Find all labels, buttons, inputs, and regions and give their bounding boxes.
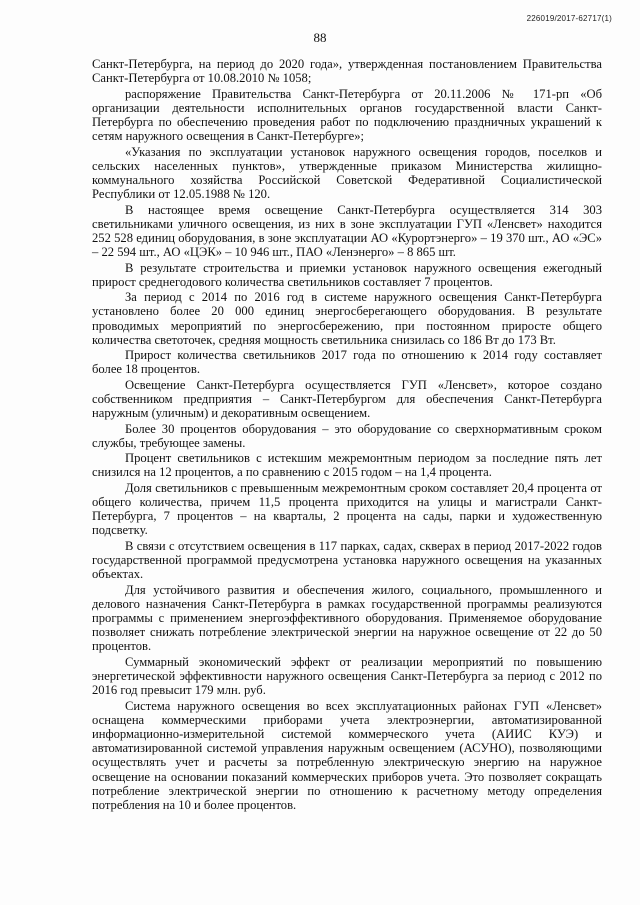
- paragraph-growth-2017: Прирост количества светильников 2017 года по отношению к 2014 году составляет более 18 процентов.: [92, 348, 602, 377]
- paragraph-parks: В связи с отсутствием освещения в 117 парках, садах, скверах в период 2017-2022 годов государственной программой предусмотрена установка наружного освещения на указанных объектах.: [92, 538, 602, 582]
- document-body: [92, 57, 602, 813]
- page-number: 88: [313, 30, 327, 45]
- paragraph-lensvet: Освещение Санкт-Петербурга осуществляется ГУП «Ленсвет», которое создано собственником предприятия – Санкт-Петербургом для обеспечения Санкт-Петербурга наружным (уличным) и декоративным освещением.: [92, 377, 602, 421]
- paragraph-annual-growth: В результате строительства и приемки установок наружного освещения ежегодный прирост среднегодового количества светильников составляет 7 процентов.: [92, 260, 602, 289]
- paragraph-economic-effect: Суммарный экономический эффект от реализации мероприятий по повышению энергетической эффективности наружного освещения Санкт-Петербурга за период с 2012 по 2016 год превысит 179 млн. руб.: [92, 654, 602, 698]
- paragraph-repair-period: Процент светильников с истекшим межремонтным периодом за последние пять лет снизился на 12 процентов, а по сравнению с 2015 годом – на 1,4 процента.: [92, 451, 602, 480]
- paragraph-outdated-equipment: Более 30 процентов оборудования – это оборудование со сверхнормативным сроком службы, требующее замены.: [92, 421, 602, 450]
- paragraph-luminaires-count: В настоящее время освещение Санкт-Петербурга осуществляется 314 303 светильниками уличного освещения, из них в зоне эксплуатации ГУП «Ленсвет» находится 252 528 единиц оборудования, в зоне эксплуатации АО «Курортэнерго» – 19 370 шт., АО «ЭС» – 22 594 шт., АО «ЦЭК» – 10 946 шт., ПАО «Ленэнерго» – 8 865 шт.: [92, 202, 602, 260]
- paragraph-energy-saving: За период с 2014 по 2016 год в системе наружного освещения Санкт-Петербурга установлено более 20 000 единиц энергосберегающего оборудования. В результате проводимых мероприятий по энергосбережению, при постоянном приросте общего количества светоточек, средняя мощность светильника снизилась со 186 Вт до 173 Вт.: [92, 290, 602, 347]
- paragraph-metering-system: Система наружного освещения во всех эксплуатационных районах ГУП «Ленсвет» оснащена коммерческими приборами учета электроэнергии, автоматизированной информационно-измерительной системой коммерческого учета (АИИС КУЭ) и автоматизированной системой управления наружным освещением (АСУНО), позволяющими осуществлять учет и расчеты за потребленную электрическую энергию на наружное освещение на основании показаний коммерческих приборов учета. Это позволяет сокращать потребление электрической энергии по отношению к расчетному методу определения потребления на 10 и более процентов.: [92, 698, 602, 812]
- document-registration-number: 226019/2017-62717(1): [526, 14, 612, 23]
- paragraph-continuation: Санкт-Петербурга, на период до 2020 года», утвержденная постановлением Правительства Санкт-Петербурга от 10.08.2010 № 1058;: [92, 57, 602, 86]
- paragraph-guidelines-1988: «Указания по эксплуатации установок наружного освещения городов, поселков и сельских населенных пунктов», утвержденные приказом Министерства жилищно-коммунального хозяйства Российской Советской Федеративной Социалистической Республики от 12.05.1988 № 120.: [92, 144, 602, 202]
- paragraph-decree-2006: распоряжение Правительства Санкт-Петербурга от 20.11.2006 № 171-рп «Об организации деятельности исполнительных органов государственной власти Санкт-Петербурга по обеспечению проведения работ по подключению праздничных украшений к сетям наружного освещения в Санкт-Петербурге»;: [92, 86, 602, 144]
- paragraph-exceeded-share: Доля светильников с превышенным межремонтным сроком составляет 20,4 процента от общего количества, причем 11,5 процента приходится на улицы и магистрали Санкт-Петербурга, 7 процентов – на кварталы, 2 процента на сады, парки и художественную подсветку.: [92, 480, 602, 538]
- paragraph-sustainable-development: Для устойчивого развития и обеспечения жилого, социального, промышленного и делового назначения Санкт-Петербурга в рамках государственной программы реализуются программы с применением энергоэффективного оборудования. Применяемое оборудование позволяет снижать потребление электрической энергии на наружное освещение от 22 до 50 процентов.: [92, 582, 602, 654]
